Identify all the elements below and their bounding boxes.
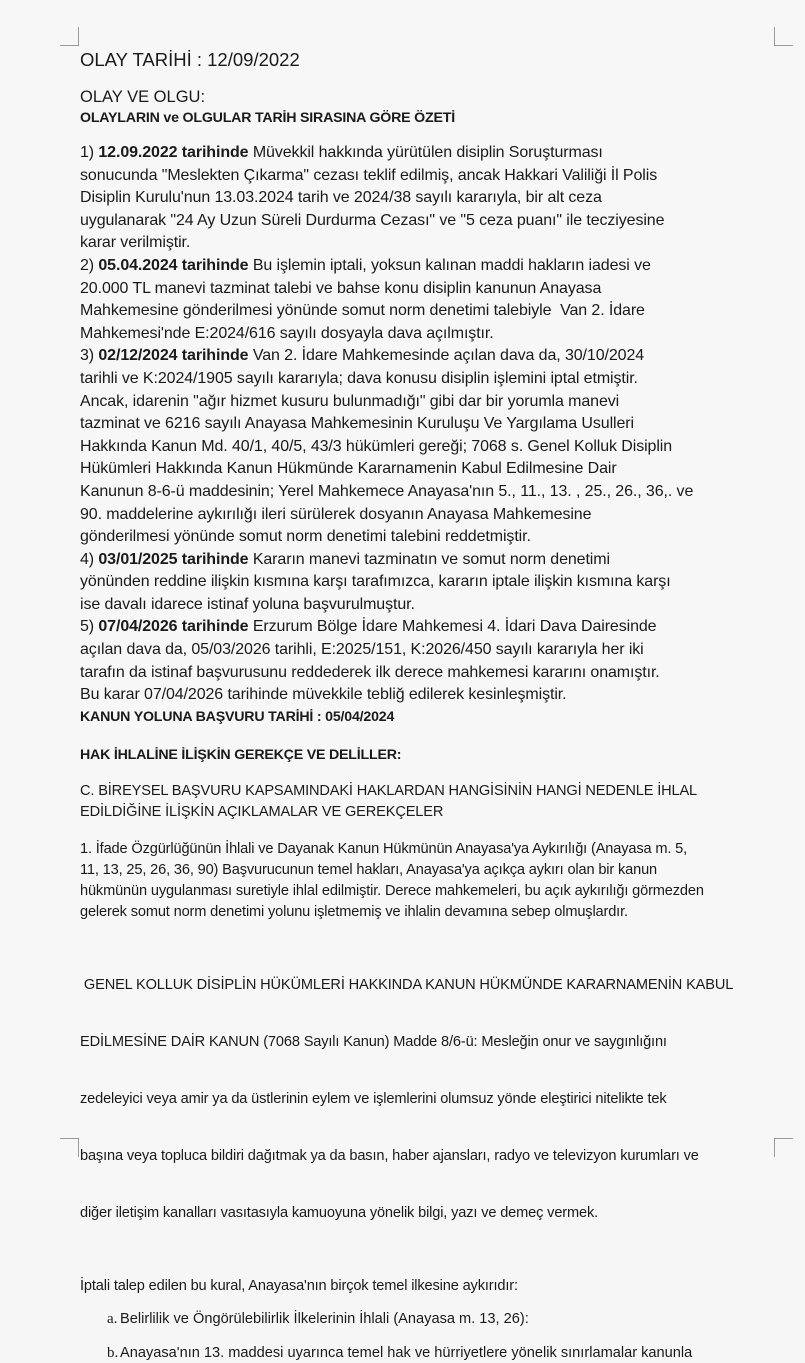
event-text: Kanunun 8-6-ü maddesinin; Yerel Mahkemece Anayasa'nın 5., 11., 13. , 25., 26., 36,. ve <box>80 482 694 500</box>
event-line <box>80 458 780 481</box>
event-text: Ancak, idarenin "ağır hizmet kusuru bulunmadığı" gibi dar bir yorumla manevi <box>80 392 620 410</box>
paragraph-line: GENEL KOLLUK DİSİPLİN HÜKÜMLERİ HAKKINDA KANUN HÜKMÜNDE KARARNAMENİN KABUL <box>80 976 734 993</box>
event-text: tazminat ve 6216 sayılı Anayasa Mahkemesinin Kuruluşu Ve Yargılama Usulleri <box>80 415 634 433</box>
list-item-text: Anayasa'nın 13. maddesi uyarınca temel hak ve hürriyetlere yönelik sınırlamalar kanunla <box>120 1344 693 1361</box>
event-line <box>80 232 780 255</box>
event-line <box>80 662 780 685</box>
event-line <box>80 436 780 459</box>
event-number: 2) <box>80 256 99 274</box>
event-text: Mahkemesi'nde E:2024/616 sayılı dosyayla dava açılmıştır. <box>80 324 494 342</box>
paragraph-2 <box>80 939 780 1260</box>
paragraph-1 <box>80 839 780 923</box>
event-text: Müvekkil hakkında yürütülen disiplin Soruşturması <box>248 144 603 161</box>
event-item <box>80 549 780 617</box>
list-item-text: Belirlilik ve Öngörülebilirlik İlkelerinin İhlali (Anayasa m. 13, 26): <box>120 1310 529 1327</box>
lettered-list <box>80 1309 780 1363</box>
event-text: Hakkında Kanun Md. 40/1, 40/5, 43/3 hükümleri gereği; 7068 s. Genel Kolluk Disiplin <box>80 437 673 455</box>
event-text: ise davalı idarece istinaf yoluna başvurulmuştur. <box>80 595 415 613</box>
event-date: 12.09.2022 tarihinde <box>98 144 249 161</box>
event-line <box>80 526 780 549</box>
event-text: gönderilmesi yönünde somut norm denetimi talebini reddetmiştir. <box>80 528 531 546</box>
event-number: 4) <box>80 550 99 568</box>
event-line <box>80 391 780 414</box>
event-text: Bu işlemin iptali, yoksun kalınan maddi hakların iadesi ve <box>248 256 651 274</box>
event-line <box>80 187 780 210</box>
events-list <box>80 142 780 707</box>
crop-mark-bottom-left <box>60 1138 79 1157</box>
event-line <box>80 278 780 301</box>
event-number: 1) <box>80 144 99 161</box>
paragraph-line: başına veya topluca bildiri dağıtmak ya da basın, haber ajansları, radyo ve televizyon kurumları ve <box>80 1147 699 1164</box>
hak-ihlali-heading: HAK İHLALİNE İLİŞKİN GEREKÇE VE DELİLLER: <box>80 746 402 763</box>
list-item <box>80 1309 780 1329</box>
event-line <box>80 616 780 639</box>
event-text: karar verilmiştir. <box>80 234 191 252</box>
event-text: Disiplin Kurulu'nun 13.03.2024 tarih ve 2024/38 sayılı kararıyla, bir alt ceza <box>80 189 602 207</box>
paragraph-line: hükmünün uygulanması suretiyle ihlal edilmiştir. Derece mahkemeleri, bu açık aykırılığı görmezden <box>80 882 704 899</box>
paragraph-line: EDİLMESİNE DAİR KANUN (7068 Sayılı Kanun) Madde 8/6-ü: Mesleğin onur ve saygınlığını <box>80 1033 667 1050</box>
event-line <box>80 481 780 504</box>
event-line <box>80 594 780 617</box>
event-text: Hükümleri Hakkında Kanun Hükmünde Kararnamenin Kabul Edilmesine Dair <box>80 460 617 478</box>
event-line <box>80 684 780 707</box>
crop-mark-top-left <box>60 27 79 46</box>
olay-ve-olgu-label: OLAY VE OLGU: <box>80 88 206 106</box>
kanun-yolu-date: KANUN YOLUNA BAŞVURU TARİHİ : 05/04/2024 <box>80 708 395 725</box>
section-c-line: C. BİREYSEL BAŞVURU KAPSAMINDAKİ HAKLARDAN HANGİSİNİN HANGİ NEDENLE İHLAL <box>80 782 698 799</box>
event-text: yönünden reddine ilişkin kısmına karşı tarafımızca, kararın iptale ilişkin kısmına karşı <box>80 573 671 591</box>
event-text: tarihli ve K:2024/1905 sayılı kararıyla; dava konusu disiplin işlemini iptal etmiştir. <box>80 369 638 387</box>
event-line <box>80 255 780 278</box>
event-text: tarafın da istinaf başvurusunu reddederek ilk derece mahkemesi kararını onamıştır. <box>80 663 660 681</box>
event-line <box>80 210 780 233</box>
event-item <box>80 255 780 345</box>
list-item <box>80 1343 780 1363</box>
event-date: 03/01/2025 tarihinde <box>98 550 249 568</box>
paragraph-line: zedeleyici veya amir ya da üstlerinin eylem ve işlemlerini olumsuz yönde eleştirici nitelikte tek <box>80 1090 667 1107</box>
event-line <box>80 142 780 165</box>
event-item <box>80 142 780 255</box>
paragraph-3: İptali talep edilen bu kural, Anayasa'nın birçok temel ilkesine aykırıdır: <box>80 1277 518 1294</box>
section-c-heading <box>80 781 780 823</box>
event-text: 20.000 TL manevi tazminat talebi ve bahse konu disiplin kanunun Anayasa <box>80 279 602 297</box>
event-number: 5) <box>80 618 99 636</box>
page-title: OLAY TARİHİ : 12/09/2022 <box>80 49 300 70</box>
paragraph-line: diğer iletişim kanalları vasıtasıyla kamuoyuna yönelik bilgi, yazı ve demeç vermek. <box>80 1204 599 1221</box>
paragraph-line: gelerek somut norm denetimi yolunu işletmemiş ve ihlalin devamına sebep olmuşlardır. <box>80 903 628 920</box>
event-number: 3) <box>80 347 99 365</box>
event-line <box>80 345 780 368</box>
event-text: Mahkemesine gönderilmesi yönünde somut norm denetimi talebiyle Van 2. İdare <box>80 302 645 320</box>
event-item <box>80 345 780 548</box>
paragraph-line: 1. İfade Özgürlüğünün İhlali ve Dayanak Kanun Hükmünün Anayasa'ya Aykırılığı (Anayasa m. 5, <box>80 840 688 857</box>
event-date: 07/04/2026 tarihinde <box>98 618 249 636</box>
event-text: Kararın manevi tazminatın ve somut norm denetimi <box>248 550 610 568</box>
event-line <box>80 300 780 323</box>
event-text: açılan dava da, 05/03/2026 tarihli, E:2025/151, K:2026/450 sayılı kararıyla her iki <box>80 641 644 659</box>
event-line <box>80 368 780 391</box>
event-text: Erzurum Bölge İdare Mahkemesi 4. İdari Dava Dairesinde <box>248 618 657 636</box>
section-c-line: EDİLDİĞİNE İLİŞKİN AÇIKLAMALAR VE GEREKÇELER <box>80 803 444 820</box>
document-body <box>80 48 780 1363</box>
ozet-heading: OLAYLARIN ve OLGULAR TARİH SIRASINA GÖRE ÖZETİ <box>80 110 455 126</box>
event-line <box>80 639 780 662</box>
event-item <box>80 616 780 706</box>
event-text: uygulanarak "24 Ay Uzun Süreli Durdurma Cezası" ve "5 ceza puanı" ile tecziyesine <box>80 211 665 229</box>
event-text: Van 2. İdare Mahkemesinde açılan dava da, 30/10/2024 <box>248 347 645 365</box>
event-date: 02/12/2024 tarihinde <box>98 347 249 365</box>
event-text: sonucunda "Meslekten Çıkarma" cezası teklif edilmiş, ancak Hakkari Valiliği İl Polis <box>80 166 658 184</box>
event-text: Bu karar 07/04/2026 tarihinde müvekkile tebliğ edilerek kesinleşmiştir. <box>80 686 567 704</box>
list-marker: a. <box>107 1310 118 1327</box>
paragraph-line: 11, 13, 25, 26, 36, 90) Başvurucunun temel hakları, Anayasa'ya açıkça aykırı olan bir kanun <box>80 861 658 878</box>
event-text: 90. maddelerine aykırılığı ileri sürülerek dosyanın Anayasa Mahkemesine <box>80 505 592 523</box>
event-line <box>80 549 780 572</box>
event-line <box>80 504 780 527</box>
event-line <box>80 571 780 594</box>
event-line <box>80 413 780 436</box>
event-line <box>80 323 780 346</box>
list-marker: b. <box>107 1344 119 1361</box>
event-date: 05.04.2024 tarihinde <box>98 256 249 274</box>
crop-mark-top-right <box>774 27 793 46</box>
event-line <box>80 165 780 188</box>
